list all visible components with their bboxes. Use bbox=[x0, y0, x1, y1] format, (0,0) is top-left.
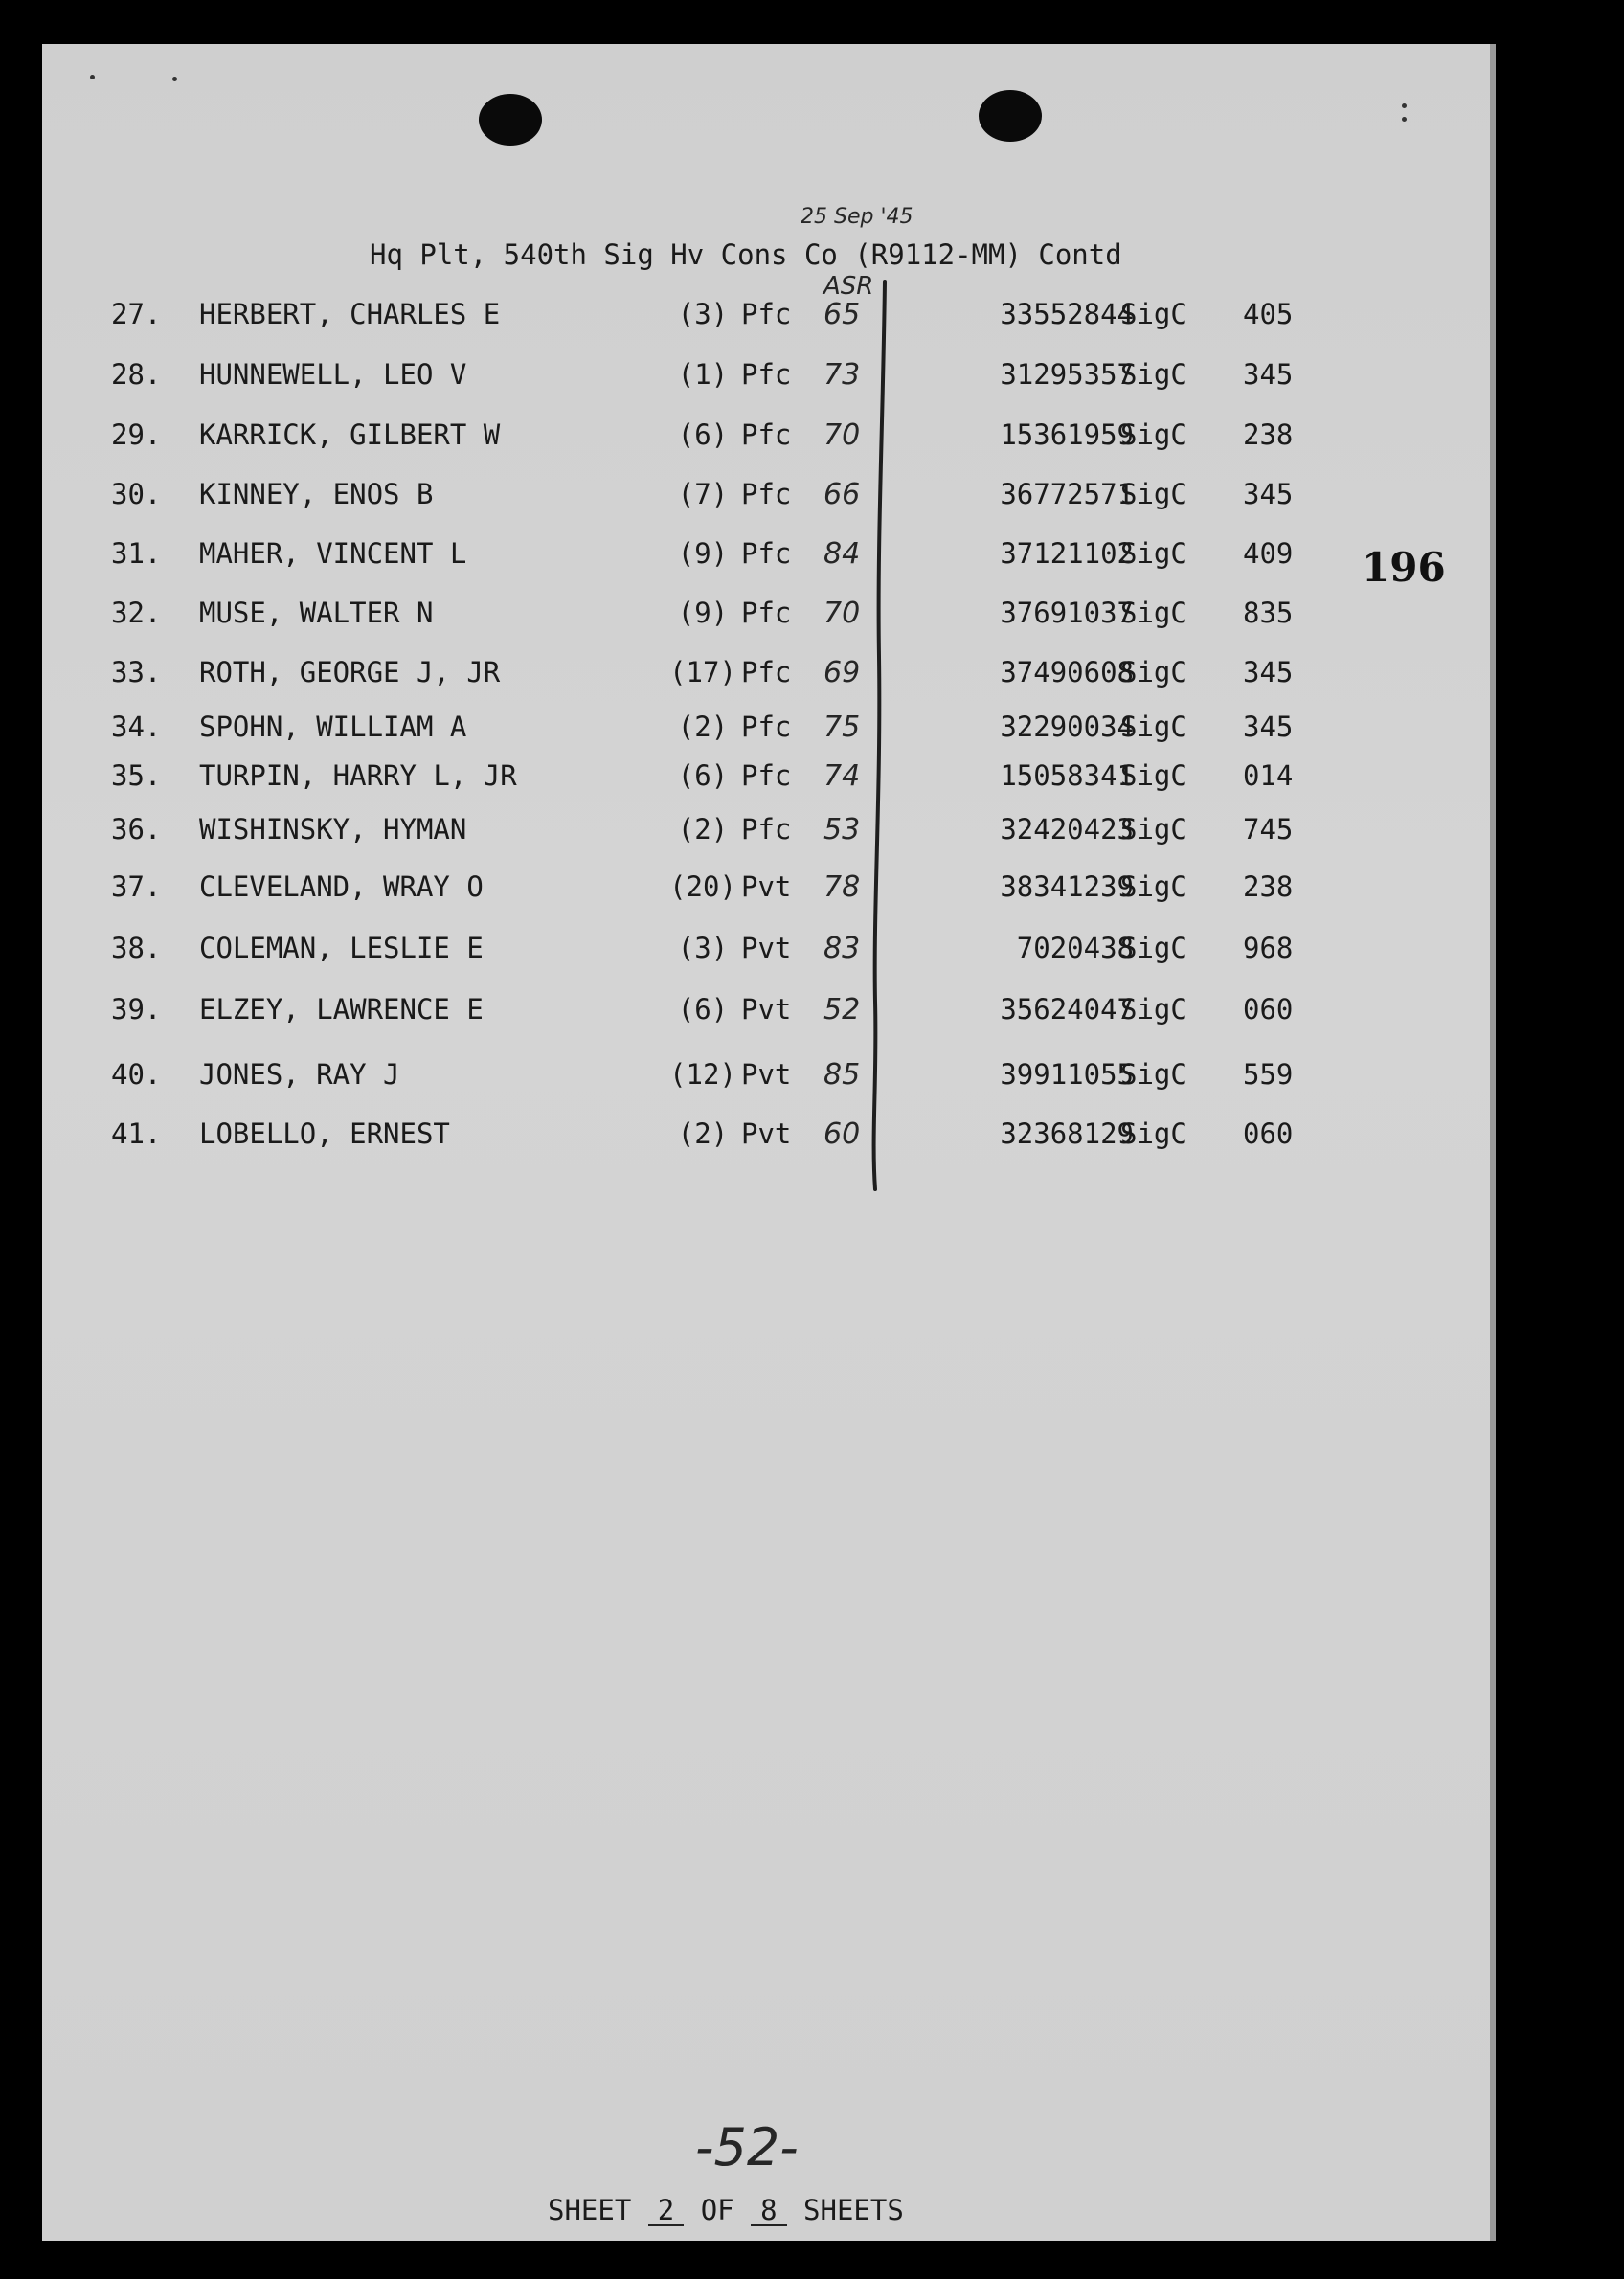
serial-number: 37121102 bbox=[1000, 537, 1134, 570]
rank: Pfc bbox=[741, 298, 792, 330]
serial-number: 15058341 bbox=[1000, 759, 1134, 792]
dependents-count: (9) bbox=[677, 537, 729, 570]
asr-score: 84 bbox=[823, 537, 861, 571]
soldier-name: JONES, RAY J bbox=[199, 1058, 400, 1091]
soldier-name: HERBERT, CHARLES E bbox=[199, 298, 501, 330]
asr-score: 60 bbox=[823, 1117, 861, 1151]
asr-score: 66 bbox=[823, 478, 861, 511]
dependents-count: (2) bbox=[677, 711, 729, 743]
serial-number: 35624047 bbox=[1000, 993, 1134, 1026]
dependents-count: (20) bbox=[669, 870, 736, 903]
handwritten-page-number: -52- bbox=[695, 2117, 799, 2177]
rank: Pvt bbox=[741, 1058, 792, 1091]
row-number: 29. bbox=[111, 418, 162, 451]
document-page bbox=[42, 44, 1496, 2241]
serial-number: 31295357 bbox=[1000, 358, 1134, 391]
serial-number: 38341239 bbox=[1000, 870, 1134, 903]
dependents-count: (7) bbox=[677, 478, 729, 510]
rank: Pfc bbox=[741, 537, 792, 570]
row-number: 34. bbox=[111, 711, 162, 743]
asr-score: 70 bbox=[823, 418, 861, 452]
mos-code: 238 bbox=[1243, 418, 1294, 451]
row-number: 38. bbox=[111, 932, 162, 964]
serial-number: 32290034 bbox=[1000, 711, 1134, 743]
rank: Pfc bbox=[741, 813, 792, 846]
serial-number: 7020438 bbox=[1016, 932, 1134, 964]
asr-score: 70 bbox=[823, 597, 861, 630]
row-number: 39. bbox=[111, 993, 162, 1026]
dependents-count: (1) bbox=[677, 358, 729, 391]
soldier-name: KINNEY, ENOS B bbox=[199, 478, 434, 510]
row-number: 37. bbox=[111, 870, 162, 903]
soldier-name: COLEMAN, LESLIE E bbox=[199, 932, 484, 964]
arm-of-service: SigC bbox=[1120, 656, 1187, 688]
asr-score: 73 bbox=[823, 358, 861, 392]
rank: Pfc bbox=[741, 759, 792, 792]
dependents-count: (12) bbox=[669, 1058, 736, 1091]
serial-number: 39911055 bbox=[1000, 1058, 1134, 1091]
rank: Pfc bbox=[741, 358, 792, 391]
soldier-name: CLEVELAND, WRAY O bbox=[199, 870, 484, 903]
dependents-count: (9) bbox=[677, 597, 729, 629]
dependents-count: (6) bbox=[677, 418, 729, 451]
arm-of-service: SigC bbox=[1120, 711, 1187, 743]
asr-score: 65 bbox=[823, 298, 861, 331]
sheets-label: SHEETS bbox=[803, 2194, 904, 2226]
arm-of-service: SigC bbox=[1120, 932, 1187, 964]
mos-code: 745 bbox=[1243, 813, 1294, 846]
dependents-count: (6) bbox=[677, 759, 729, 792]
rank: Pvt bbox=[741, 993, 792, 1026]
asr-score: 74 bbox=[823, 759, 861, 793]
mos-code: 060 bbox=[1243, 1117, 1294, 1150]
sheet-label: SHEET bbox=[548, 2194, 632, 2226]
arm-of-service: SigC bbox=[1120, 478, 1187, 510]
asr-score: 83 bbox=[823, 932, 861, 965]
arm-of-service: SigC bbox=[1120, 1117, 1187, 1150]
asr-score: 53 bbox=[823, 813, 861, 846]
sheet-number: 2 bbox=[648, 2197, 684, 2226]
arm-of-service: SigC bbox=[1120, 1058, 1187, 1091]
row-number: 32. bbox=[111, 597, 162, 629]
rank: Pfc bbox=[741, 478, 792, 510]
mos-code: 345 bbox=[1243, 478, 1294, 510]
soldier-name: ROTH, GEORGE J, JR bbox=[199, 656, 501, 688]
arm-of-service: SigC bbox=[1120, 597, 1187, 629]
row-number: 28. bbox=[111, 358, 162, 391]
serial-number: 37691037 bbox=[1000, 597, 1134, 629]
row-number: 40. bbox=[111, 1058, 162, 1091]
arm-of-service: SigC bbox=[1120, 418, 1187, 451]
arm-of-service: SigC bbox=[1120, 358, 1187, 391]
dependents-count: (3) bbox=[677, 932, 729, 964]
mos-code: 014 bbox=[1243, 759, 1294, 792]
arm-of-service: SigC bbox=[1120, 813, 1187, 846]
rank: Pvt bbox=[741, 932, 792, 964]
mos-code: 968 bbox=[1243, 932, 1294, 964]
handwritten-date-note: 25 Sep '45 bbox=[801, 205, 914, 229]
arm-of-service: SigC bbox=[1120, 870, 1187, 903]
of-label: OF bbox=[700, 2194, 734, 2226]
handwritten-asr-note: ASR bbox=[823, 272, 874, 301]
rank: Pfc bbox=[741, 656, 792, 688]
soldier-name: HUNNEWELL, LEO V bbox=[199, 358, 467, 391]
serial-number: 37490608 bbox=[1000, 656, 1134, 688]
asr-score: 75 bbox=[823, 711, 861, 744]
unit-header: Hq Plt, 540th Sig Hv Cons Co (R9112-MM) Contd bbox=[370, 238, 1122, 271]
soldier-name: MUSE, WALTER N bbox=[199, 597, 434, 629]
soldier-name: SPOHN, WILLIAM A bbox=[199, 711, 467, 743]
row-number: 33. bbox=[111, 656, 162, 688]
serial-number: 36772571 bbox=[1000, 478, 1134, 510]
dependents-count: (6) bbox=[677, 993, 729, 1026]
row-number: 36. bbox=[111, 813, 162, 846]
serial-number: 33552844 bbox=[1000, 298, 1134, 330]
asr-score: 69 bbox=[823, 656, 861, 689]
mos-code: 409 bbox=[1243, 537, 1294, 570]
mos-code: 835 bbox=[1243, 597, 1294, 629]
serial-number: 15361959 bbox=[1000, 418, 1134, 451]
arm-of-service: SigC bbox=[1120, 537, 1187, 570]
row-number: 30. bbox=[111, 478, 162, 510]
serial-number: 32368129 bbox=[1000, 1117, 1134, 1150]
arm-of-service: SigC bbox=[1120, 298, 1187, 330]
mos-code: 345 bbox=[1243, 358, 1294, 391]
rank: Pfc bbox=[741, 597, 792, 629]
sheet-footer bbox=[548, 2194, 904, 2226]
soldier-name: ELZEY, LAWRENCE E bbox=[199, 993, 484, 1026]
mos-code: 238 bbox=[1243, 870, 1294, 903]
rank: Pvt bbox=[741, 870, 792, 903]
soldier-name: MAHER, VINCENT L bbox=[199, 537, 467, 570]
soldier-name: LOBELLO, ERNEST bbox=[199, 1117, 450, 1150]
dependents-count: (2) bbox=[677, 813, 729, 846]
total-sheets: 8 bbox=[751, 2197, 786, 2226]
arm-of-service: SigC bbox=[1120, 759, 1187, 792]
row-number: 41. bbox=[111, 1117, 162, 1150]
soldier-name: WISHINSKY, HYMAN bbox=[199, 813, 467, 846]
soldier-name: TURPIN, HARRY L, JR bbox=[199, 759, 517, 792]
asr-score: 52 bbox=[823, 993, 861, 1027]
mos-code: 405 bbox=[1243, 298, 1294, 330]
asr-score: 85 bbox=[823, 1058, 861, 1092]
dependents-count: (17) bbox=[669, 656, 736, 688]
mos-code: 345 bbox=[1243, 656, 1294, 688]
mos-code: 345 bbox=[1243, 711, 1294, 743]
row-number: 27. bbox=[111, 298, 162, 330]
dependents-count: (3) bbox=[677, 298, 729, 330]
asr-score: 78 bbox=[823, 870, 861, 904]
arm-of-service: SigC bbox=[1120, 993, 1187, 1026]
row-number: 35. bbox=[111, 759, 162, 792]
mos-code: 559 bbox=[1243, 1058, 1294, 1091]
rank: Pvt bbox=[741, 1117, 792, 1150]
row-number: 31. bbox=[111, 537, 162, 570]
soldier-name: KARRICK, GILBERT W bbox=[199, 418, 501, 451]
rank: Pfc bbox=[741, 711, 792, 743]
rank: Pfc bbox=[741, 418, 792, 451]
dependents-count: (2) bbox=[677, 1117, 729, 1150]
serial-number: 32420423 bbox=[1000, 813, 1134, 846]
handwritten-vertical-line bbox=[42, 44, 1490, 1193]
document-number: 196 bbox=[1362, 544, 1446, 591]
mos-code: 060 bbox=[1243, 993, 1294, 1026]
